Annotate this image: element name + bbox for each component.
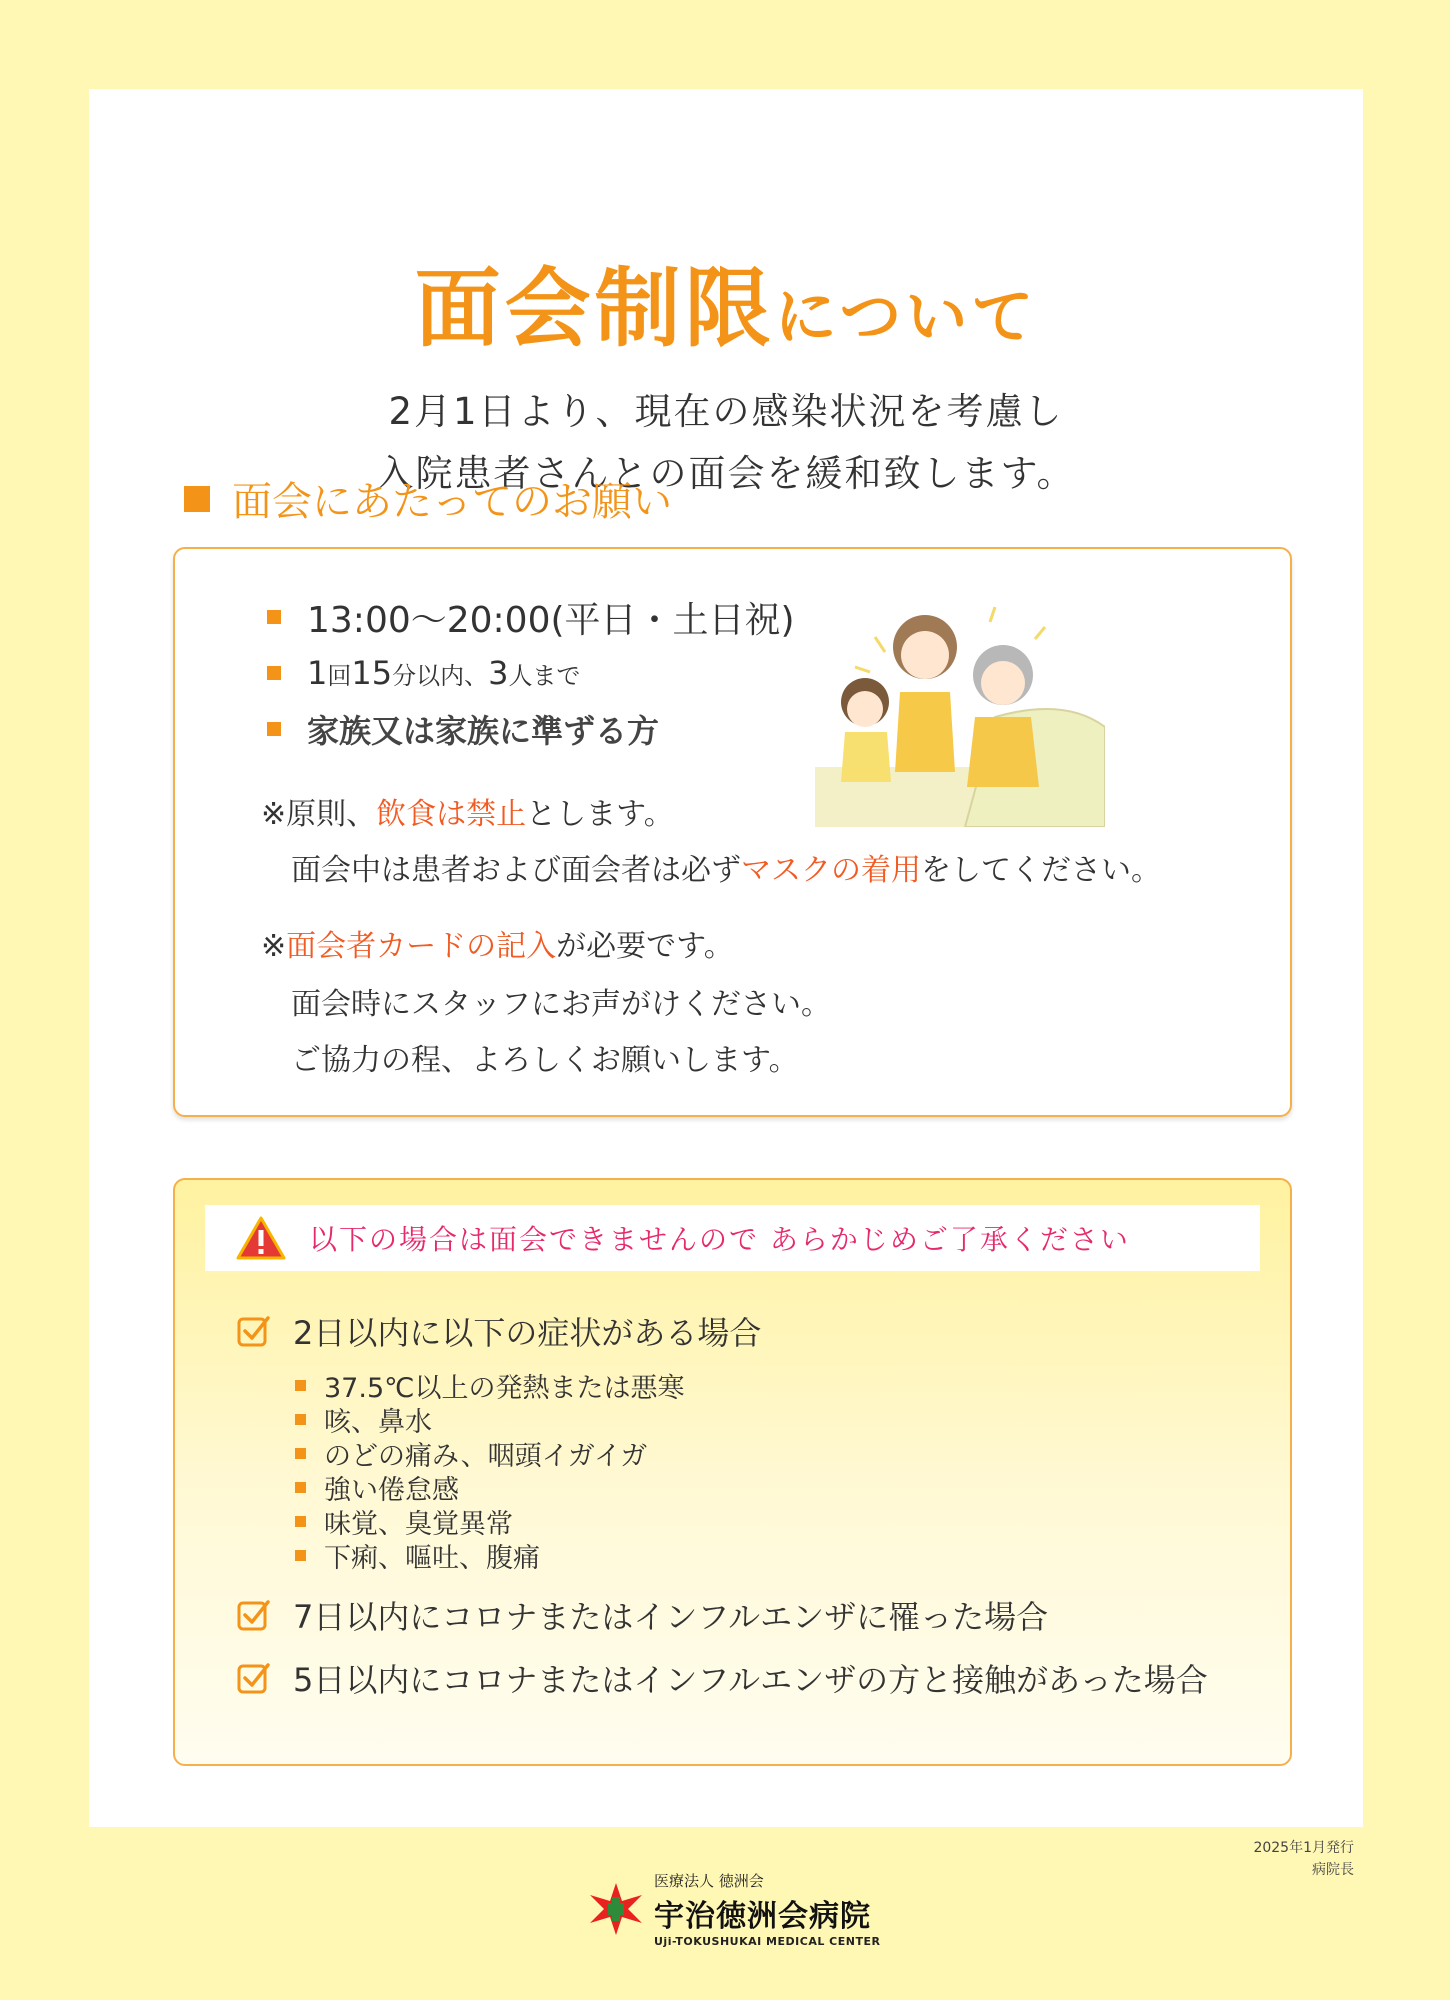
family-visit-illustration (815, 597, 1105, 827)
limit-num-1: 1 (307, 654, 328, 692)
bullet-icon (295, 1550, 306, 1561)
intro-line-1: 2月1日より、現在の感染状況を考慮し (388, 390, 1064, 433)
condition-symptoms (237, 1308, 761, 1354)
condition-label: 5日以内にコロナまたはインフルエンザの方と接触があった場合 (293, 1661, 1208, 1699)
bullet-icon (267, 666, 281, 680)
note-eating-mid: とします。 (526, 797, 674, 832)
bullet-icon (295, 1516, 306, 1527)
note-mask-pre: 面会中は患者および面会者は必ず (291, 853, 741, 888)
checkbox-icon (237, 1598, 271, 1632)
bullet-icon (295, 1448, 306, 1459)
note-card-line-3: ご協力の程、よろしくお願いします。 (291, 1043, 799, 1078)
warning-banner (205, 1205, 1260, 1271)
issuer: 病院長 (1312, 1862, 1354, 1878)
symptom-item (295, 1402, 684, 1436)
limit-unit-3: 人まで (508, 661, 581, 690)
limit-num-2: 15 (351, 654, 393, 692)
condition-contact (237, 1655, 1208, 1701)
visiting-days: (平日・土日祝) (550, 599, 795, 641)
issue-info (1253, 1837, 1354, 1881)
page-title (89, 239, 1363, 363)
org-name: 医療法人 徳洲会 (654, 1872, 764, 1890)
rule-item-time (267, 589, 795, 645)
symptom-item (295, 1470, 684, 1504)
symptom-label: 咳、鼻水 (324, 1406, 432, 1438)
hospital-emblem-icon (588, 1881, 644, 1937)
rule-list (267, 589, 795, 757)
intro-line-2: 入院患者さんとの面会を緩和致します。 (376, 452, 1076, 495)
section-heading (184, 470, 672, 527)
note-card-prefix: ※ (261, 929, 287, 964)
bullet-icon (295, 1380, 306, 1391)
limit-num-3: 3 (488, 654, 509, 692)
symptom-item (295, 1436, 684, 1470)
family-rule: 家族又は家族に準ずる方 (307, 712, 660, 750)
note-mask-highlight: マスクの着用 (741, 853, 921, 888)
bullet-icon (267, 610, 281, 624)
warning-text: 以下の場合は面会できませんので あらかじめご了承ください (309, 1223, 1130, 1256)
symptom-item (295, 1538, 684, 1572)
hospital-name-block (654, 1870, 880, 1948)
limit-unit-2: 分以内、 (392, 661, 489, 690)
note-mask-post: をしてください。 (921, 853, 1161, 888)
symptom-item (295, 1368, 684, 1402)
bullet-icon (295, 1414, 306, 1425)
issue-date: 2025年1月発行 (1253, 1840, 1354, 1856)
note-mask (291, 845, 1161, 889)
note-card-highlight: 面会者カードの記入 (286, 929, 557, 964)
hospital-name: 宇治徳洲会病院 (654, 1899, 871, 1934)
bullet-icon (295, 1482, 306, 1493)
poster-card (89, 89, 1363, 1827)
limit-unit-1: 回 (327, 661, 352, 690)
hospital-logo (588, 1870, 880, 1948)
condition-label: 2日以内に以下の症状がある場合 (293, 1314, 762, 1352)
note-card-post: が必要です。 (556, 929, 734, 964)
symptom-label: 下痢、嘔吐、腹痛 (324, 1542, 540, 1574)
condition-infected (237, 1592, 1048, 1638)
title-suffix: について (774, 280, 1038, 353)
note-eating (261, 789, 674, 833)
title-main: 面会制限 (414, 259, 775, 359)
symptom-label: のどの痛み、咽頭イガイガ (324, 1440, 648, 1472)
bullet-icon (267, 722, 281, 736)
symptom-label: 強い倦怠感 (324, 1474, 459, 1506)
square-bullet-icon (184, 486, 210, 512)
rule-item-family (267, 701, 795, 757)
rule-item-limit (267, 645, 795, 701)
checkbox-icon (237, 1661, 271, 1695)
note-eating-highlight: 飲食は禁止 (376, 797, 527, 832)
restrictions-box (173, 1178, 1292, 1766)
warning-triangle-icon (235, 1215, 287, 1261)
note-eating-prefix: ※原則、 (261, 797, 377, 832)
symptom-label: 味覚、臭覚異常 (324, 1508, 513, 1540)
visit-rules-box (173, 547, 1292, 1117)
checkbox-icon (237, 1314, 271, 1348)
note-card (261, 921, 734, 965)
hospital-name-en: Uji-TOKUSHUKAI MEDICAL CENTER (654, 1935, 881, 1948)
symptom-label: 37.5℃以上の発熱または悪寒 (324, 1372, 685, 1404)
condition-label: 7日以内にコロナまたはインフルエンザに罹った場合 (293, 1598, 1049, 1636)
section-heading-text: 面会にあたってのお願い (232, 479, 672, 525)
note-card-line-2: 面会時にスタッフにお声がけください。 (291, 987, 831, 1022)
symptom-list (295, 1368, 684, 1572)
visiting-hours: 13:00～20:00 (307, 599, 551, 641)
symptom-item (295, 1504, 684, 1538)
